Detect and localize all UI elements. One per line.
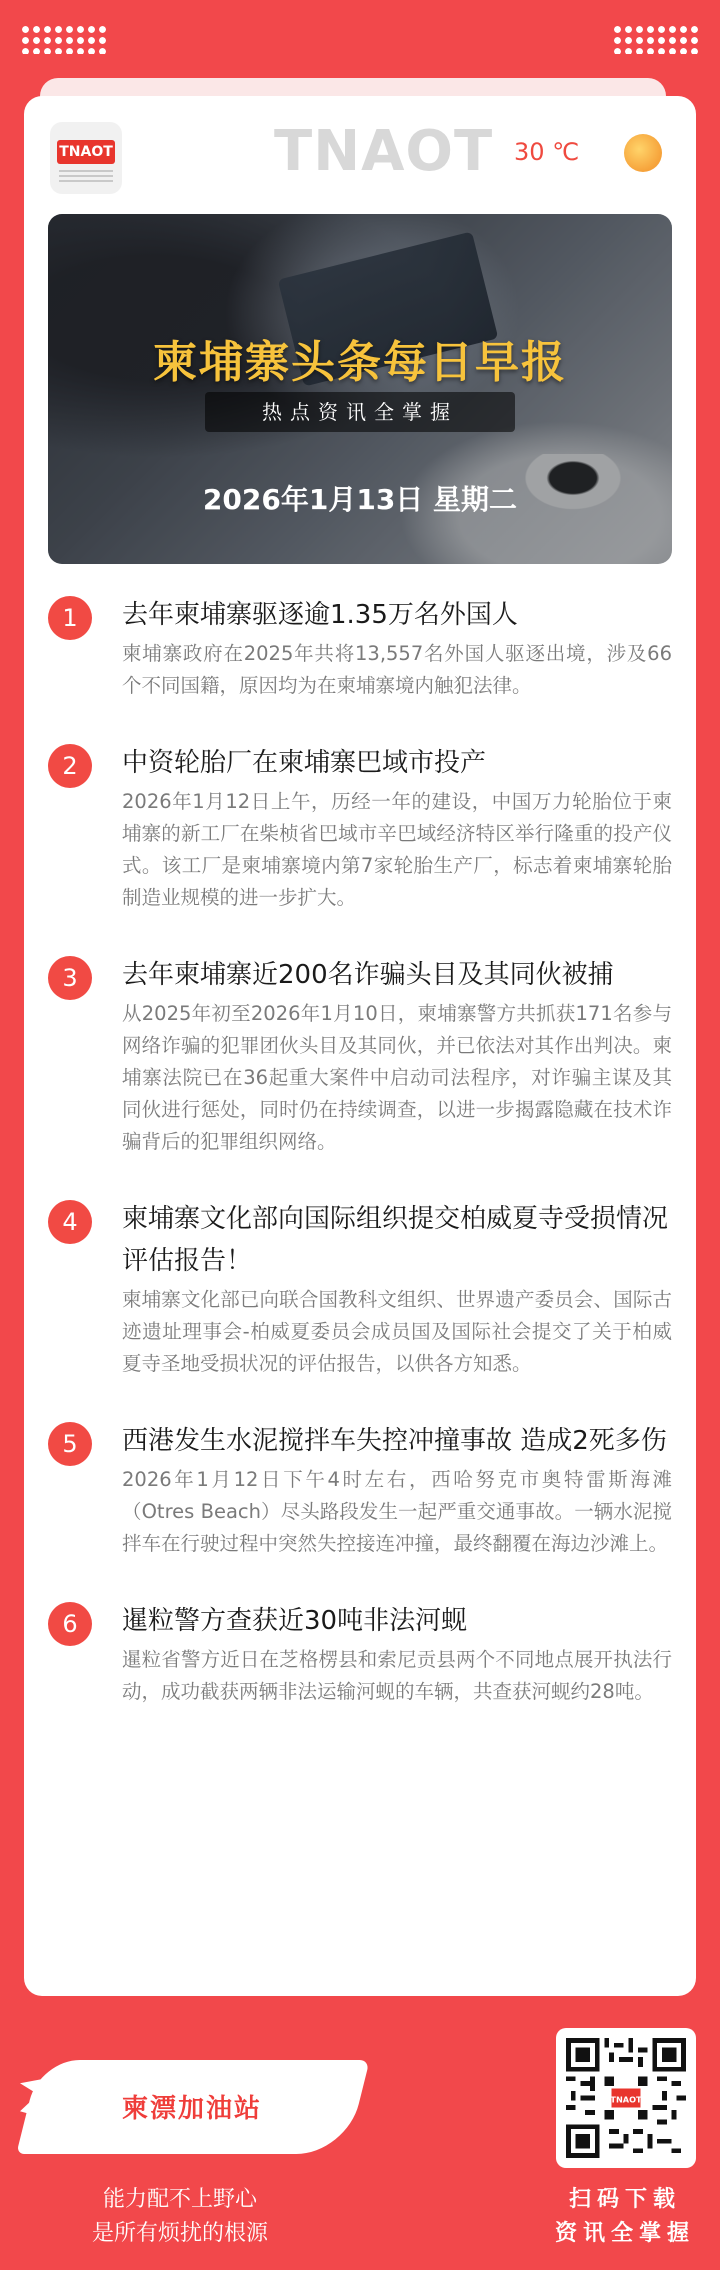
slogan: 柬漂加油站 — [122, 2094, 263, 2124]
news-item-2[interactable] — [48, 742, 672, 914]
news-item-4[interactable] — [48, 1198, 672, 1380]
news-title[interactable]: 暹粒警方查获近30吨非法河蚬 — [122, 1606, 468, 1636]
motto-line-2: 是所有烦扰的根源 — [91, 2221, 268, 2246]
qr-caption-line-2: 资讯全掌握 — [554, 2221, 695, 2246]
qr-badge-text: TNAOT — [610, 2094, 642, 2105]
item-number: 2 — [48, 744, 92, 788]
news-title[interactable]: 去年柬埔寨驱逐逾1.35万名外国人 — [122, 600, 518, 630]
temperature: 30 ℃ — [514, 138, 580, 166]
item-number: 5 — [48, 1422, 92, 1466]
decorative-dots-left — [20, 24, 108, 54]
motto-line-1: 能力配不上野心 — [102, 2187, 257, 2212]
news-item-5[interactable] — [48, 1420, 672, 1560]
item-number: 6 — [48, 1602, 92, 1646]
sun-icon — [624, 134, 662, 172]
news-body: 从2025年初至2026年1月10日，柬埔寨警方共抓获171名参与网络诈骗的犯罪团伙头目及其同伙，并已依法对其作出判决。柬埔寨法院已在36起重大案件中启动司法程序，对诈骗主谋及其同伙进行惩处，同时仍在持续调查，以进一步揭露隐藏在技术诈骗背后的犯罪组织网络。 — [122, 1002, 672, 1153]
news-title[interactable]: 中资轮胎厂在柬埔寨巴域市投产 — [122, 748, 487, 778]
news-body: 2026年1月12日上午，历经一年的建设，中国万力轮胎位于柬埔寨的新工厂在柴桢省巴域市辛巴域经济特区举行隆重的投产仪式。该工厂是柬埔寨境内第7家轮胎生产厂，标志着柬埔寨轮胎制造业规模的进一步扩大。 — [122, 790, 672, 909]
news-item-6[interactable] — [48, 1600, 672, 1708]
news-body: 柬埔寨政府在2025年共将13,557名外国人驱逐出境，涉及66个不同国籍，原因均为在柬埔寨境内触犯法律。 — [122, 642, 672, 697]
news-title[interactable]: 西港发生水泥搅拌车失控冲撞事故 造成2死多伤 — [122, 1426, 667, 1456]
news-card — [24, 96, 696, 1996]
hero-banner — [48, 214, 672, 564]
hero-date: 2026年1月13日 星期二 — [202, 483, 518, 516]
wordmark: TNAOT — [274, 119, 494, 184]
qr-code-icon[interactable] — [556, 2028, 696, 2168]
qr-caption-line-1: 扫码下载 — [568, 2187, 681, 2212]
item-number: 1 — [48, 596, 92, 640]
news-title[interactable]: 柬埔寨文化部向国际组织提交柏威夏寺受损情况评估报告！ — [122, 1204, 669, 1276]
news-title[interactable]: 去年柬埔寨近200名诈骗头目及其同伙被捕 — [122, 960, 614, 990]
hero-subtitle: 热点资讯全掌握 — [205, 392, 515, 432]
logo-text: TNAOT — [57, 140, 115, 164]
logo-icon[interactable] — [50, 122, 122, 194]
news-item-1[interactable] — [48, 594, 672, 702]
item-number: 4 — [48, 1200, 92, 1244]
decorative-dots-right — [612, 24, 700, 54]
news-item-3[interactable] — [48, 954, 672, 1158]
hero-title: 柬埔寨头条每日早报 — [153, 337, 567, 388]
news-body: 2026年1月12日下午4时左右，西哈努克市奥特雷斯海滩（Otres Beach）尽头路段发生一起严重交通事故。一辆水泥搅拌车在行驶过程中突然失控接连冲撞，最终翻覆在海边沙滩上。 — [122, 1468, 672, 1555]
item-number: 3 — [48, 956, 92, 1000]
news-list — [48, 594, 672, 1748]
news-body: 柬埔寨文化部已向联合国教科文组织、世界遗产委员会、国际古迹遗址理事会-柏威夏委员会成员国及国际社会提交了关于柏威夏寺圣地受损状况的评估报告，以供各方知悉。 — [122, 1288, 672, 1375]
news-body: 暹粒省警方近日在芝格楞县和索尼贡县两个不同地点展开执法行动，成功截获两辆非法运输河蚬的车辆，共查获河蚬约28吨。 — [122, 1648, 672, 1703]
qr-code-graphic — [566, 2038, 686, 2158]
